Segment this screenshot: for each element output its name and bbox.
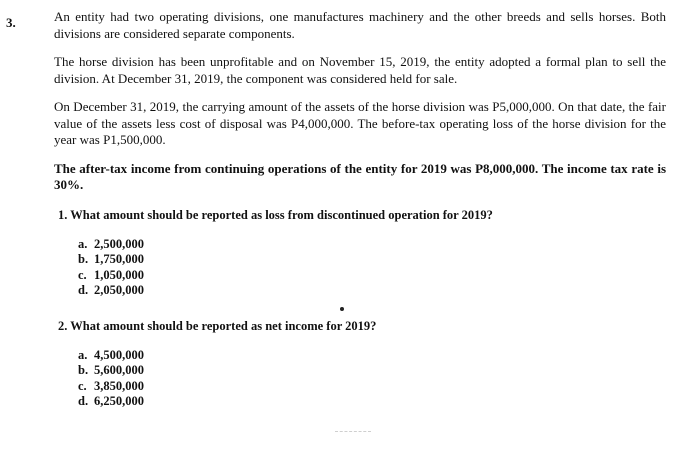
problem-content	[54, 9, 666, 410]
question-2-option-b	[78, 363, 666, 379]
question-1-option-a	[78, 237, 666, 253]
question-2-text: 2. What amount should be reported as net income for 2019?	[58, 318, 377, 333]
stray-mark	[340, 307, 344, 311]
problem-paragraph-2: The horse division has been unprofitable and on November 15, 2019, the entity adopted a formal plan to sell the division. At December 31, 2019, the component was considered held for sale.	[54, 54, 666, 86]
question-2-option-a	[78, 348, 666, 364]
option-letter: a.	[78, 236, 88, 251]
option-value: 2,050,000	[94, 283, 144, 297]
question-1-option-b	[78, 252, 666, 268]
question-2-options	[78, 348, 666, 410]
option-letter: b.	[78, 252, 89, 266]
problem-paragraph-1: An entity had two operating divisions, one manufactures machinery and the other breeds and sells horses. Both divisions are considered separate components.	[54, 9, 666, 41]
option-letter: b.	[78, 363, 89, 377]
question-1-option-c	[78, 268, 666, 284]
option-letter: c.	[78, 378, 87, 393]
problem-paragraph-3: On December 31, 2019, the carrying amount of the assets of the horse division was P5,000,000. On that date, the fair value of the assets less cost of disposal was P4,000,000. The before-tax operating loss of the horse division for the year was P1,500,000.	[54, 99, 666, 147]
option-letter: d.	[78, 394, 89, 408]
option-value: 3,850,000	[94, 378, 144, 393]
question-1-options	[78, 237, 666, 299]
option-value: 2,500,000	[94, 236, 144, 251]
question-1-option-d	[78, 283, 666, 299]
option-letter: d.	[78, 283, 89, 297]
problem-paragraph-4: The after-tax income from continuing operations of the entity for 2019 was P8,000,000. The income tax rate is 30%.	[54, 160, 666, 192]
question-1-text: 1. What amount should be reported as loss from discontinued operation for 2019?	[58, 207, 493, 222]
faint-dashed-line	[335, 431, 371, 432]
question-2-option-d	[78, 394, 666, 410]
option-letter: a.	[78, 347, 88, 362]
option-value: 6,250,000	[94, 394, 144, 408]
option-value: 1,750,000	[94, 252, 144, 266]
problem-number: 3.	[6, 15, 16, 30]
option-letter: c.	[78, 267, 87, 282]
question-2-option-c	[78, 379, 666, 395]
option-value: 5,600,000	[94, 363, 144, 377]
option-value: 4,500,000	[94, 347, 144, 362]
option-value: 1,050,000	[94, 267, 144, 282]
